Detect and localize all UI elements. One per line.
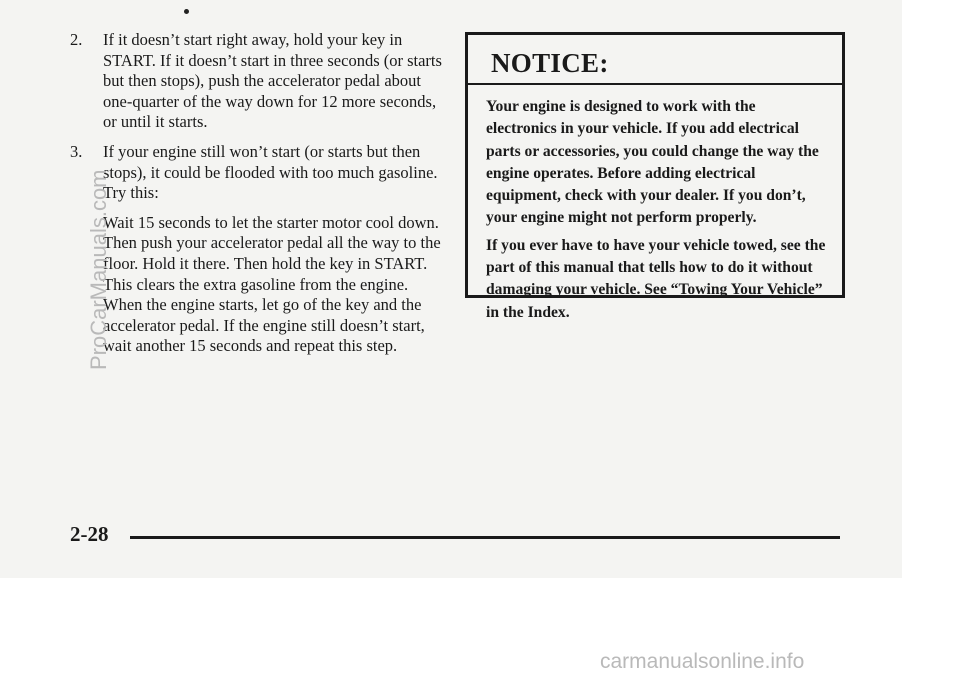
instructions-column — [70, 30, 450, 357]
watermark-bottom: carmanualsonline.info — [600, 650, 805, 673]
page-number: 2-28 — [70, 522, 109, 546]
notice-paragraph: Your engine is designed to work with the electronics in your vehicle. If you add electrical parts or accessories, you could change the way the engine operates. Before adding electrical equipment, check with your dealer. If you don’t, your engine might not perform properly. — [486, 98, 819, 227]
notice-box — [465, 32, 845, 321]
notice-title: NOTICE: — [491, 48, 609, 78]
bullet-mark — [184, 9, 189, 14]
watermark-left: ProCarManuals.com — [86, 169, 111, 370]
step-text: If it doesn’t start right away, hold your key in START. If it doesn’t start in three seconds (or starts but then stops), push the accelerator pedal about one-quarter of the way down for 12 more seconds, or until it starts. — [103, 30, 442, 132]
step-number: 3. — [70, 141, 83, 161]
notice-paragraph: If you ever have to have your vehicle towed, see the part of this manual that tells how to do it without damaging your vehicle. See “Towing Your Vehicle” in the Index. — [486, 236, 826, 321]
step-text: If your engine still won’t start (or starts but then stops), it could be flooded with too much gasoline. Try this: — [103, 141, 438, 203]
footer-rule — [130, 536, 840, 539]
notice-body — [468, 85, 842, 324]
notice-header — [468, 35, 842, 85]
page-footer — [70, 522, 840, 552]
step-number: 2. — [70, 30, 83, 49]
step-detail: Wait 15 seconds to let the starter motor cool down. Then push your accelerator pedal all the way to the floor. Hold it there. Then hold the key in START. This clears the extra gasoline from the engine. When the engine starts, let go of the key and the accelerator pedal. If the engine still doesn’t start, wait another 15 seconds and repeat this step. — [103, 212, 441, 356]
step-item — [70, 142, 450, 204]
step-item — [70, 30, 450, 133]
